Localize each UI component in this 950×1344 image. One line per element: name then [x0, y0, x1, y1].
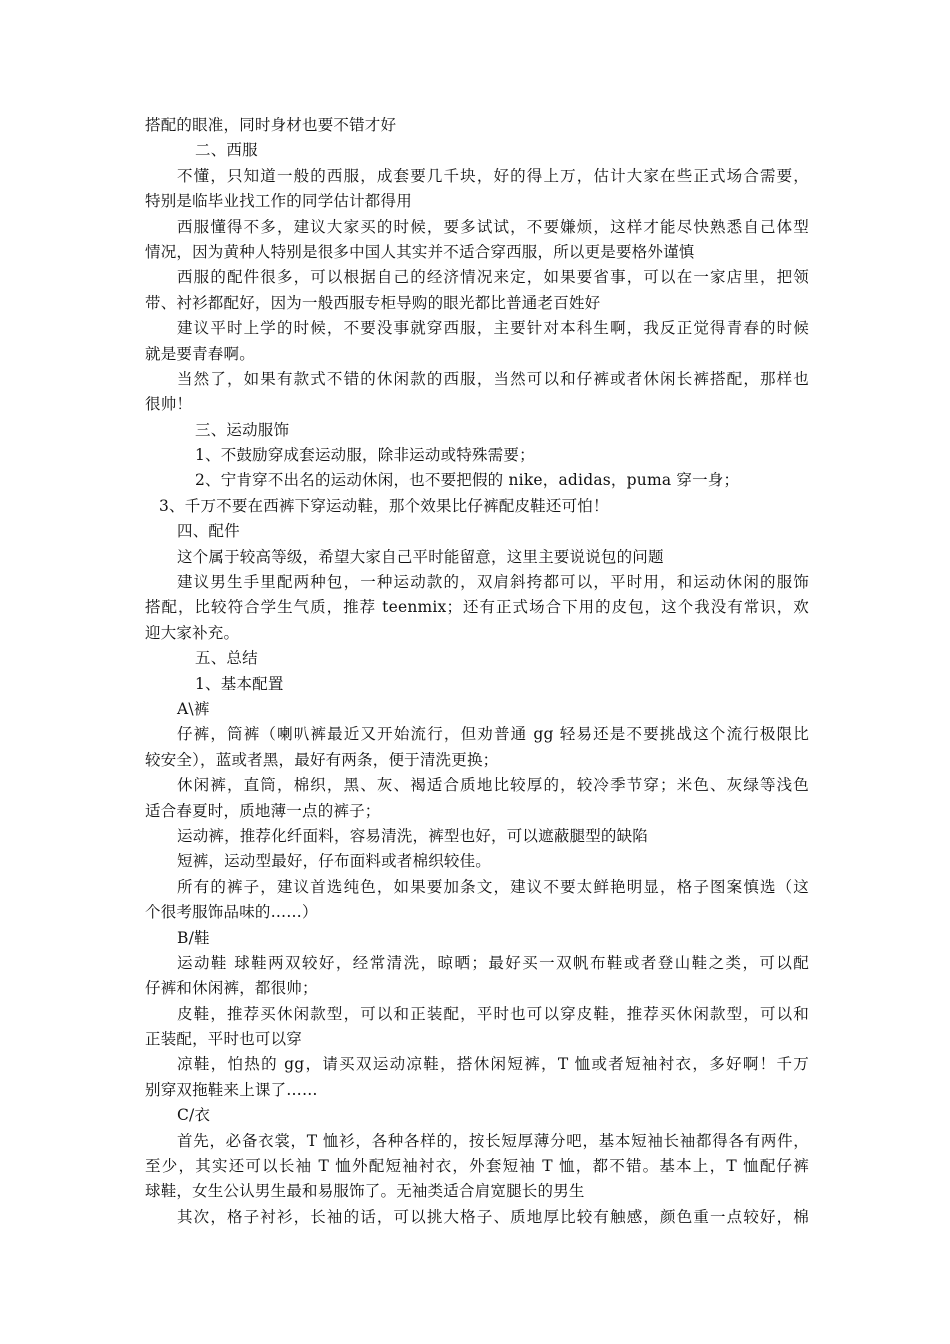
text-line: 就是要青春啊。	[145, 344, 255, 363]
text-line: 三、运动服饰	[195, 420, 290, 439]
text-line: 情况，因为黄种人特别是很多中国人其实并不适合穿西服，所以更是要格外谨慎	[145, 242, 695, 261]
text-line: 搭配的眼准，同时身材也要不错才好	[145, 116, 397, 134]
text-line: 西服懂得不多，建议大家买的时候，要多试试，不要嫌烦，这样才能尽快熟悉自己体型	[177, 217, 809, 236]
text-line: 带、衬衫都配好，因为一般西服专柜导购的眼光都比普通老百姓好	[145, 293, 601, 312]
text-line: 休闲裤，直筒，棉织，黑、灰、褐适合质地比较厚的，较冷季节穿；米色、灰绿等浅色	[177, 776, 809, 795]
text-line: 五、总结	[195, 649, 258, 668]
text-line: 别穿双拖鞋来上课了……	[145, 1080, 318, 1099]
text-line: 2、宁肯穿不出名的运动休闲，也不要把假的 nike，adidas，puma 穿一身；	[195, 471, 740, 490]
text-line: 很帅！	[145, 395, 193, 414]
text-line: 这个属于较高等级，希望大家自己平时能留意，这里主要说说包的问题	[177, 547, 664, 566]
text-line: 当然了，如果有款式不错的休闲款的西服，当然可以和仔裤或者休闲长裤搭配，那样也	[177, 369, 809, 388]
text-line: 建议男生手里配两种包，一种运动款的，双肩斜挎都可以，平时用，和运动休闲的服饰	[177, 573, 809, 592]
text-line: 运动鞋 球鞋两双较好，经常清洗，晾晒；最好买一双帆布鞋或者登山鞋之类，可以配	[177, 953, 809, 972]
text-line: 正装配，平时也可以穿	[145, 1030, 303, 1049]
text-line: 运动裤，推荐化纤面料，容易清洗，裤型也好，可以遮蔽腿型的缺陷	[177, 826, 649, 845]
text-line: 仔裤和休闲裤，都很帅；	[145, 979, 318, 998]
document-page	[145, 113, 809, 1230]
text-line: 建议平时上学的时候，不要没事就穿西服，主要针对本科生啊，我反正觉得青春的时候	[177, 319, 809, 338]
text-line: 搭配，比较符合学生气质，推荐 teenmix；还有正式场合下用的皮包，这个我没有常识，欢	[145, 598, 809, 617]
text-line: 1、不鼓励穿成套运动服，除非运动或特殊需要；	[195, 446, 535, 465]
text-line: C/衣	[177, 1106, 211, 1125]
text-line: 个很考服饰品味的……）	[145, 903, 318, 922]
text-line: B/鞋	[177, 928, 210, 947]
text-line: 较安全），蓝或者黑，最好有两条，便于清洗更换；	[145, 750, 499, 769]
text-line: 不懂，只知道一般的西服，成套要几千块，好的得上万，估计大家在些正式场合需要，	[177, 166, 809, 185]
text-line: 至少，其实还可以长袖 T 恤外配短袖衬衣，外套短袖 T 恤，都不错。基本上，T 恤配仔裤	[145, 1157, 809, 1176]
text-line: 皮鞋，推荐买休闲款型，可以和正装配，平时也可以穿皮鞋，推荐买休闲款型，可以和	[177, 1004, 809, 1023]
text-line: 特别是临毕业找工作的同学估计都得用	[145, 192, 412, 211]
text-line: 二、西服	[195, 141, 258, 160]
text-line: 西服的配件很多，可以根据自己的经济情况来定，如果要省事，可以在一家店里，把领	[177, 268, 809, 287]
text-line: 所有的裤子，建议首选纯色，如果要加条文，建议不要太鲜艳明显，格子图案慎选（这	[177, 877, 809, 896]
text-line: A\裤	[177, 699, 210, 718]
text-line: 四、配件	[177, 522, 240, 541]
text-line: 1、基本配置	[195, 674, 284, 693]
text-line: 短裤，运动型最好，仔布面料或者棉织较佳。	[177, 852, 492, 871]
text-line: 凉鞋，怕热的 gg，请买双运动凉鞋，搭休闲短裤，T 恤或者短袖衬衣，多好啊！千万	[177, 1055, 809, 1074]
text-line: 3、千万不要在西裤下穿运动鞋，那个效果比仔裤配皮鞋还可怕！	[159, 496, 609, 515]
text-line: 仔裤，筒裤（喇叭裤最近又开始流行，但劝普通 gg 轻易还是不要挑战这个流行极限比	[177, 725, 809, 744]
text-line: 适合春夏时，质地薄一点的裤子；	[145, 801, 381, 820]
text-line: 迎大家补充。	[145, 623, 240, 642]
text-line: 球鞋，女生公认男生最和易服饰了。无袖类适合肩宽腿长的男生	[145, 1182, 585, 1201]
text-line: 首先，必备衣裳，T 恤衫，各种各样的，按长短厚薄分吧，基本短袖长袖都得各有两件，	[177, 1131, 809, 1150]
text-line: 其次，格子衬衫，长袖的话，可以挑大格子、质地厚比较有触感，颜色重一点较好，棉	[177, 1207, 809, 1226]
